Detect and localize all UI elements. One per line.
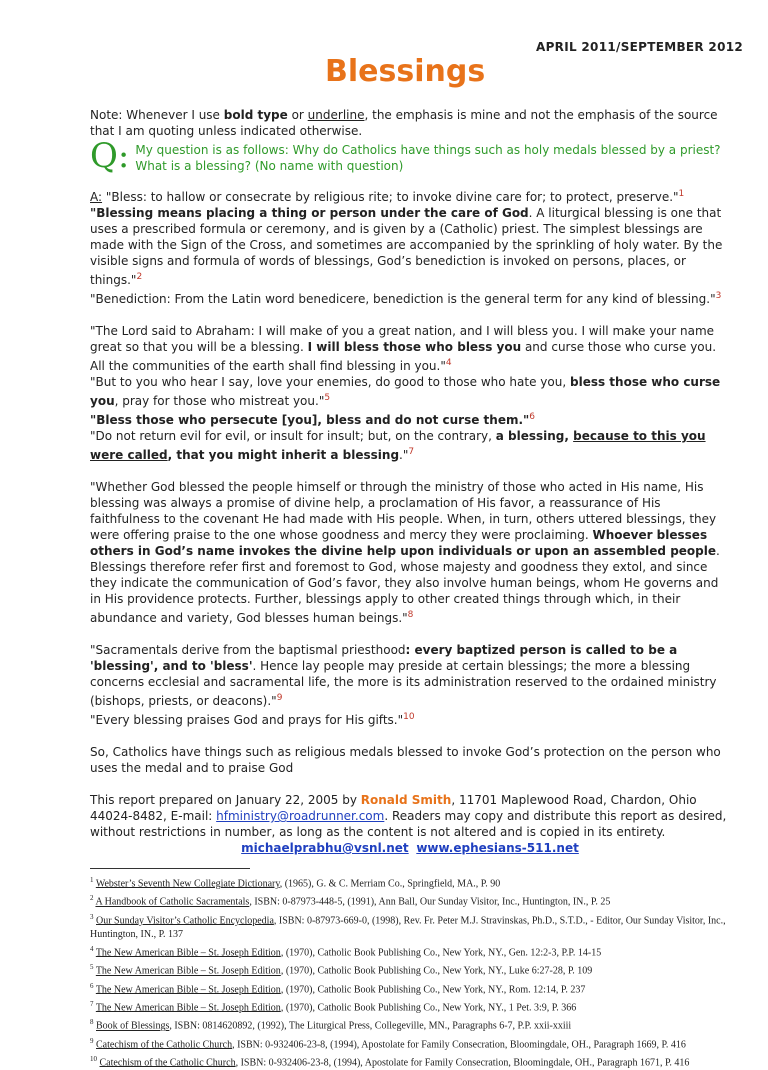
footnote-text: , (1970), Catholic Book Publishing Co., New York, NY., Luke 6:27-28, P. 109 (280, 965, 593, 977)
paragraph-text: "The Lord said to Abraham: I will make of you a great nation, and I will bless you. I will make your name great so that you will be a blessing. (90, 324, 715, 354)
paragraph-text: "Benediction: From the Latin word benedicere, benediction is the general term for any kind of blessing." (90, 292, 716, 306)
footnote-text: , ISBN: 0-932406-23-8, (1994), Apostolate for Family Consecration, Bloomingdale, OH., Paragraph 1671, P. 416 (235, 1057, 690, 1069)
answer-label: A: (90, 190, 103, 204)
footnote-text: , ISBN: 0814620892, (1992), The Liturgical Press, Collegeville, MN., Paragraphs 6-7, P.P. xxii-xxiii (169, 1020, 572, 1032)
footnote-text: , ISBN: 0-932406-23-8, (1994), Apostolate for Family Consecration, Bloomingdale, OH., Paragraph 1669, P. 416 (232, 1038, 686, 1050)
paragraph-text: and curse those who curse you. All the communities of the earth shall find blessing in you." (90, 340, 717, 373)
footnote-ref[interactable]: 2 (136, 272, 143, 282)
footnote-title: Catechism of the Catholic Church (99, 1057, 236, 1069)
document-body (90, 107, 730, 1070)
footnote-title: Our Sunday Visitor’s Catholic Encyclopedia (96, 914, 274, 926)
peter-quote (90, 428, 730, 463)
paragraph-text: , 11701 Maplewood Road, Chardon, Ohio 44024-8482, E-mail: (90, 793, 697, 823)
contact-email-link[interactable]: michaelprabhu@vsnl.net (241, 841, 409, 855)
footnote-ref[interactable]: 10 (403, 712, 415, 722)
footnote (90, 1015, 730, 1033)
paragraph-text: , pray for those who mistreat you." (114, 394, 325, 408)
contact-links (90, 840, 730, 856)
footnote-ref[interactable]: 7 (408, 447, 415, 457)
footnote-title: The New American Bible – St. Joseph Edition (95, 1002, 281, 1014)
footnote-ref[interactable]: 6 (529, 412, 536, 422)
footnote-title: Catechism of the Catholic Church (96, 1038, 233, 1050)
footnote (90, 1052, 730, 1070)
benediction-definition (90, 288, 730, 307)
footnote-title: The New American Bible – St. Joseph Edition (95, 983, 281, 995)
footnote-ref[interactable]: 3 (715, 291, 722, 301)
document-date: APRIL 2011/SEPTEMBER 2012 (536, 40, 744, 54)
paragraph-text: "Sacramentals derive from the baptismal priesthood (90, 643, 406, 657)
note-text: , the emphasis is mine and not the emphasis of the source that I am quoting unless indicated otherwise. (90, 108, 718, 138)
emphasis: "Blessing means placing a thing or person under the care of God (90, 206, 529, 220)
footnote (90, 960, 730, 978)
paragraph-text: This report prepared on January 22, 2005 by (90, 793, 361, 807)
contact-website-link[interactable]: www.ephesians-511.net (416, 841, 579, 855)
footnote-text: , (1970), Catholic Book Publishing Co., New York, NY., Rom. 12:14, P. 237 (280, 983, 586, 995)
footnote (90, 910, 730, 942)
footnote-separator (90, 868, 250, 869)
footnote-number: 1 (90, 876, 94, 884)
author-email-link[interactable]: hfministry@roadrunner.com (216, 809, 385, 823)
emphasis: "Bless those who persecute [you], bless and do not curse them." (90, 413, 530, 427)
footnote-text: , (1965), G. & C. Merriam Co., Springfield, MA., P. 90 (279, 878, 501, 890)
footnote-ref[interactable]: 4 (445, 358, 452, 368)
footnote-title: The New American Bible – St. Joseph Edition (95, 965, 281, 977)
paragraph-text: "But to you who hear I say, love your enemies, do good to those who hate you, (90, 375, 570, 389)
conclusion: So, Catholics have things such as religious medals blessed to invoke God’s protection on the person who uses the medal and to praise God (90, 745, 721, 775)
luke-quote (90, 374, 730, 409)
emphasis: I will bless those who bless you (307, 340, 522, 354)
footnote-title: Book of Blessings (96, 1020, 170, 1032)
footnote-text: , ISBN: 0-87973-448-5, (1991), Ann Ball, Our Sunday Visitor, Inc., Huntington, IN., P. 25 (249, 896, 611, 908)
footnote-ref[interactable]: 9 (276, 693, 283, 703)
footnote-title: A Handbook of Catholic Sacramentals (95, 896, 250, 908)
note-bold-word: bold type (223, 108, 288, 122)
author-name: Ronald Smith (360, 793, 452, 807)
footnote-number: 2 (90, 894, 94, 903)
footnote-title: The New American Bible – St. Joseph Edition (95, 947, 281, 959)
footnote-number: 3 (90, 912, 94, 921)
paragraph-text: "Bless: to hallow or consecrate by religious rite; to invoke divine care for; to protect, preserve." (102, 190, 679, 204)
question-block (90, 136, 730, 176)
footnote-number: 6 (90, 981, 94, 990)
footnote-number: 9 (90, 1036, 94, 1045)
paragraph-text: "Do not return evil for evil, or insult for insult; but, on the contrary, (90, 429, 496, 443)
emphasis: a blessing, (495, 429, 574, 443)
paragraph-text: . Blessings therefore refer first and foremost to God, whose majesty and goodness they extol, and since they indicate the communication of God’s favor, they also involve human beings, whom He governs and in His providence protects. Further, blessings apply to other created things through which, in their abundance and variety, God blesses human beings." (90, 544, 720, 625)
answer-definition (90, 186, 730, 205)
emphasis: , that you might inherit a blessing (167, 448, 400, 462)
paragraph-text: . Readers may copy and distribute this report as desired, without restrictions in number, as long as the content is not altered and is copied in its entirety. (90, 809, 727, 839)
footnote-number: 7 (90, 999, 94, 1008)
note-text: Note: Whenever I use (90, 108, 224, 122)
footnote (90, 997, 730, 1015)
question-mark: Q: (90, 136, 130, 176)
footnote-number: 4 (90, 944, 94, 953)
footnote-number: 10 (90, 1054, 97, 1063)
footnote-ref[interactable]: 5 (324, 393, 331, 403)
footnote (90, 979, 730, 997)
catechism-quote-2 (90, 709, 730, 728)
note-paragraph (90, 107, 730, 139)
footnote-text: , ISBN: 0-87973-669-0, (1998), Rev. Fr. Peter M.J. Stravinskas, Ph.D., S.T.D., - Editor, Our Sunday Visitor, Inc., Huntington, IN., P. 137 (90, 914, 726, 940)
question-text: My question is as follows: Why do Catholics have things such as holy medals blessed by a priest? What is a blessing? (No name with question) (135, 143, 721, 173)
report-info (90, 792, 730, 840)
footnote-text: , (1970), Catholic Book Publishing Co., New York, NY., 1 Pet. 3:9, P. 366 (280, 1002, 577, 1014)
paragraph-text: "Whether God blessed the people himself or through the ministry of those who acted in His name, His blessing was always a promise of divine help, a proclamation of His favor, a reassurance of His faithfulness to the covenant He had made with His people. When, in turn, others uttered blessings, they were offering praise to the one whose goodness and mercy they were proclaiming. (90, 480, 717, 542)
book-of-blessings-quote (90, 479, 730, 626)
footnote (90, 873, 730, 891)
footnotes (90, 873, 730, 1070)
emphasis: Whoever blesses others in God’s name invokes the divine help upon individuals or upon an assembled people (90, 528, 717, 558)
document-title: Blessings (325, 54, 486, 89)
emphasis-underlined: because to this you were called (90, 429, 706, 462)
emphasis: bless those who curse you (90, 375, 721, 408)
footnote (90, 891, 730, 909)
footnote (90, 942, 730, 960)
emphasis: : every baptized person is called to be a 'blessing', and to 'bless' (90, 643, 678, 673)
paragraph-text: . Hence lay people may preside at certain blessings; the more a blessing concerns ecclesial and sacramental life, the more is its administration reserved to the ordained ministry (bishops, priests, or deacons)." (90, 659, 717, 708)
footnote-ref[interactable]: 1 (678, 189, 685, 199)
footnote-ref[interactable]: 8 (407, 610, 414, 620)
abraham-quote (90, 323, 730, 374)
footnote-number: 5 (90, 963, 94, 972)
paragraph-text: ." (399, 448, 409, 462)
catechism-quote (90, 642, 730, 709)
footnote-number: 8 (90, 1018, 94, 1027)
paragraph-text: . A liturgical blessing is one that uses a prescribed formula or ceremony, and is given by a (Catholic) priest. The simplest blessings are made with the Sign of the Cross, and sometimes are accompanied by the sprinkling of holy water. By the visible signs and formula of words of blessings, God’s benediction is invoked on persons, places, or things." (90, 206, 723, 287)
footnote-title: Webster’s Seventh New Collegiate Dictionary (95, 878, 280, 890)
footnote (90, 1034, 730, 1052)
footnote-text: , (1970), Catholic Book Publishing Co., New York, NY., Gen. 12:2-3, P.P. 14-15 (280, 947, 602, 959)
romans-quote (90, 409, 730, 428)
blessing-definition (90, 205, 730, 288)
note-text: or (287, 108, 308, 122)
paragraph-text: "Every blessing praises God and prays for His gifts." (90, 713, 404, 727)
note-underline-word: underline (307, 108, 365, 122)
